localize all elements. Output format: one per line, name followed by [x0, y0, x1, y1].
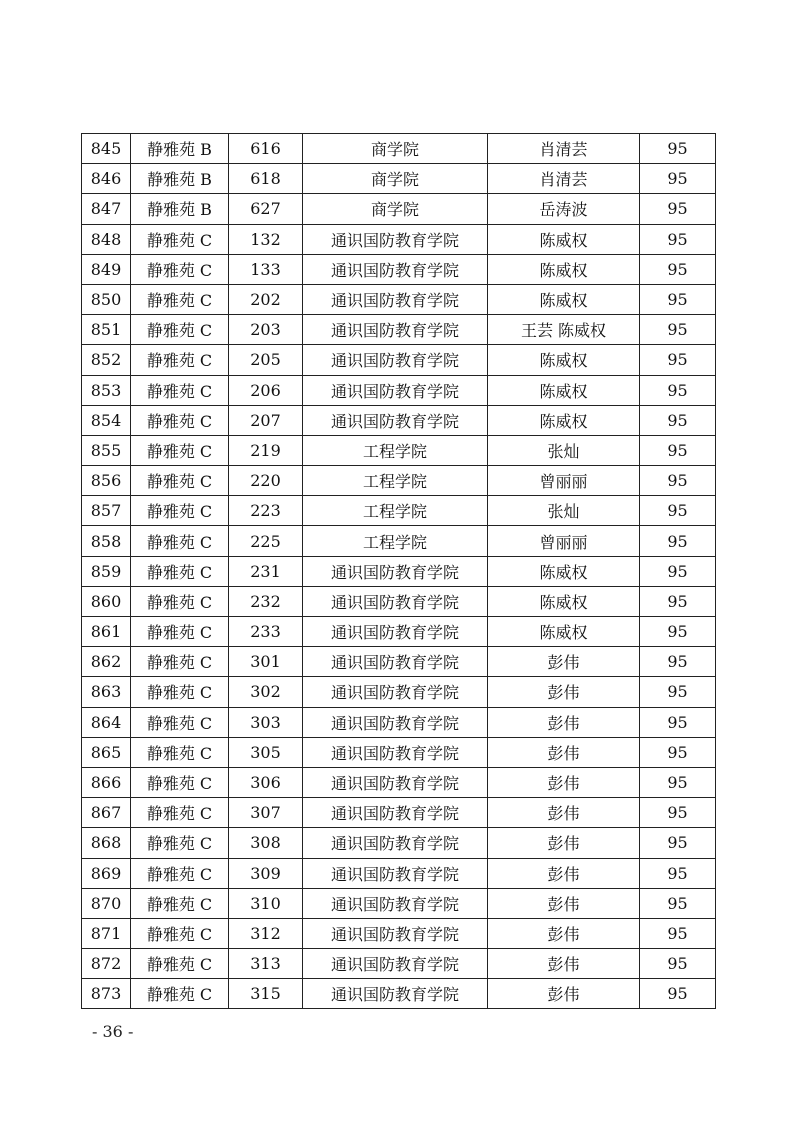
score-cell: 95	[640, 496, 716, 526]
table-row	[82, 435, 716, 465]
row-index-cell: 846	[82, 164, 131, 194]
table-row	[82, 677, 716, 707]
row-index-cell: 848	[82, 224, 131, 254]
page-number: - 36 -	[92, 1022, 134, 1041]
building-cell: 静雅苑 C	[131, 556, 229, 586]
counselor-cell: 彭伟	[488, 798, 640, 828]
table-row	[82, 647, 716, 677]
building-cell: 静雅苑 C	[131, 949, 229, 979]
room-cell: 205	[229, 345, 303, 375]
counselor-cell: 彭伟	[488, 918, 640, 948]
building-cell: 静雅苑 C	[131, 345, 229, 375]
table-row	[82, 315, 716, 345]
counselor-cell: 张灿	[488, 435, 640, 465]
room-cell: 627	[229, 194, 303, 224]
building-cell: 静雅苑 C	[131, 647, 229, 677]
row-index-cell: 863	[82, 677, 131, 707]
room-cell: 309	[229, 858, 303, 888]
counselor-cell: 陈威权	[488, 556, 640, 586]
score-cell: 95	[640, 254, 716, 284]
counselor-cell: 彭伟	[488, 737, 640, 767]
counselor-cell: 曾丽丽	[488, 526, 640, 556]
score-cell: 95	[640, 767, 716, 797]
counselor-cell: 陈威权	[488, 345, 640, 375]
score-cell: 95	[640, 918, 716, 948]
room-cell: 233	[229, 617, 303, 647]
row-index-cell: 860	[82, 586, 131, 616]
counselor-cell: 曾丽丽	[488, 466, 640, 496]
college-cell: 通识国防教育学院	[303, 707, 488, 737]
row-index-cell: 873	[82, 979, 131, 1009]
college-cell: 商学院	[303, 164, 488, 194]
room-cell: 133	[229, 254, 303, 284]
table-row	[82, 194, 716, 224]
table-row	[82, 888, 716, 918]
table-row	[82, 828, 716, 858]
college-cell: 通识国防教育学院	[303, 586, 488, 616]
row-index-cell: 853	[82, 375, 131, 405]
row-index-cell: 852	[82, 345, 131, 375]
college-cell: 通识国防教育学院	[303, 767, 488, 797]
room-cell: 207	[229, 405, 303, 435]
table-row	[82, 949, 716, 979]
score-cell: 95	[640, 858, 716, 888]
table-row	[82, 556, 716, 586]
score-cell: 95	[640, 284, 716, 314]
college-cell: 通识国防教育学院	[303, 949, 488, 979]
room-cell: 306	[229, 767, 303, 797]
counselor-cell: 张灿	[488, 496, 640, 526]
room-cell: 307	[229, 798, 303, 828]
table-row	[82, 858, 716, 888]
table-row	[82, 375, 716, 405]
counselor-cell: 彭伟	[488, 828, 640, 858]
building-cell: 静雅苑 B	[131, 134, 229, 164]
college-cell: 通识国防教育学院	[303, 405, 488, 435]
score-cell: 95	[640, 194, 716, 224]
room-cell: 305	[229, 737, 303, 767]
row-index-cell: 856	[82, 466, 131, 496]
row-index-cell: 865	[82, 737, 131, 767]
building-cell: 静雅苑 C	[131, 315, 229, 345]
row-index-cell: 851	[82, 315, 131, 345]
room-cell: 301	[229, 647, 303, 677]
table-row	[82, 979, 716, 1009]
score-cell: 95	[640, 405, 716, 435]
room-cell: 231	[229, 556, 303, 586]
building-cell: 静雅苑 C	[131, 888, 229, 918]
room-cell: 203	[229, 315, 303, 345]
counselor-cell: 彭伟	[488, 888, 640, 918]
college-cell: 工程学院	[303, 435, 488, 465]
counselor-cell: 彭伟	[488, 767, 640, 797]
room-cell: 313	[229, 949, 303, 979]
building-cell: 静雅苑 C	[131, 526, 229, 556]
college-cell: 通识国防教育学院	[303, 375, 488, 405]
room-cell: 302	[229, 677, 303, 707]
records-table-body	[82, 134, 716, 1009]
table-row	[82, 224, 716, 254]
score-cell: 95	[640, 466, 716, 496]
score-cell: 95	[640, 737, 716, 767]
building-cell: 静雅苑 C	[131, 586, 229, 616]
row-index-cell: 858	[82, 526, 131, 556]
counselor-cell: 彭伟	[488, 858, 640, 888]
college-cell: 通识国防教育学院	[303, 556, 488, 586]
score-cell: 95	[640, 526, 716, 556]
building-cell: 静雅苑 C	[131, 918, 229, 948]
room-cell: 232	[229, 586, 303, 616]
score-cell: 95	[640, 647, 716, 677]
score-cell: 95	[640, 798, 716, 828]
row-index-cell: 849	[82, 254, 131, 284]
table-row	[82, 586, 716, 616]
counselor-cell: 彭伟	[488, 647, 640, 677]
row-index-cell: 859	[82, 556, 131, 586]
room-cell: 315	[229, 979, 303, 1009]
score-cell: 95	[640, 315, 716, 345]
college-cell: 工程学院	[303, 526, 488, 556]
building-cell: 静雅苑 C	[131, 375, 229, 405]
college-cell: 商学院	[303, 194, 488, 224]
building-cell: 静雅苑 C	[131, 677, 229, 707]
counselor-cell: 陈威权	[488, 284, 640, 314]
college-cell: 通识国防教育学院	[303, 345, 488, 375]
table-row	[82, 496, 716, 526]
counselor-cell: 彭伟	[488, 979, 640, 1009]
score-cell: 95	[640, 828, 716, 858]
building-cell: 静雅苑 C	[131, 254, 229, 284]
building-cell: 静雅苑 C	[131, 435, 229, 465]
score-cell: 95	[640, 134, 716, 164]
row-index-cell: 867	[82, 798, 131, 828]
row-index-cell: 871	[82, 918, 131, 948]
room-cell: 308	[229, 828, 303, 858]
building-cell: 静雅苑 C	[131, 707, 229, 737]
college-cell: 通识国防教育学院	[303, 284, 488, 314]
room-cell: 206	[229, 375, 303, 405]
building-cell: 静雅苑 C	[131, 828, 229, 858]
score-cell: 95	[640, 375, 716, 405]
building-cell: 静雅苑 C	[131, 224, 229, 254]
room-cell: 616	[229, 134, 303, 164]
table-row	[82, 526, 716, 556]
room-cell: 132	[229, 224, 303, 254]
counselor-cell: 肖清芸	[488, 134, 640, 164]
counselor-cell: 肖清芸	[488, 164, 640, 194]
college-cell: 通识国防教育学院	[303, 617, 488, 647]
table-row	[82, 798, 716, 828]
counselor-cell: 陈威权	[488, 405, 640, 435]
score-cell: 95	[640, 435, 716, 465]
row-index-cell: 845	[82, 134, 131, 164]
row-index-cell: 857	[82, 496, 131, 526]
college-cell: 通识国防教育学院	[303, 828, 488, 858]
row-index-cell: 855	[82, 435, 131, 465]
building-cell: 静雅苑 C	[131, 617, 229, 647]
counselor-cell: 彭伟	[488, 677, 640, 707]
table-row	[82, 737, 716, 767]
table-row	[82, 284, 716, 314]
college-cell: 通识国防教育学院	[303, 918, 488, 948]
college-cell: 通识国防教育学院	[303, 888, 488, 918]
score-cell: 95	[640, 345, 716, 375]
counselor-cell: 陈威权	[488, 617, 640, 647]
room-cell: 618	[229, 164, 303, 194]
college-cell: 通识国防教育学院	[303, 647, 488, 677]
college-cell: 通识国防教育学院	[303, 315, 488, 345]
table-row	[82, 466, 716, 496]
score-cell: 95	[640, 949, 716, 979]
table-row	[82, 405, 716, 435]
college-cell: 通识国防教育学院	[303, 858, 488, 888]
row-index-cell: 868	[82, 828, 131, 858]
college-cell: 通识国防教育学院	[303, 737, 488, 767]
building-cell: 静雅苑 B	[131, 164, 229, 194]
score-cell: 95	[640, 224, 716, 254]
counselor-cell: 岳涛波	[488, 194, 640, 224]
room-cell: 202	[229, 284, 303, 314]
counselor-cell: 王芸 陈威权	[488, 315, 640, 345]
building-cell: 静雅苑 C	[131, 284, 229, 314]
room-cell: 310	[229, 888, 303, 918]
building-cell: 静雅苑 C	[131, 496, 229, 526]
building-cell: 静雅苑 C	[131, 767, 229, 797]
row-index-cell: 870	[82, 888, 131, 918]
room-cell: 312	[229, 918, 303, 948]
row-index-cell: 847	[82, 194, 131, 224]
score-cell: 95	[640, 677, 716, 707]
row-index-cell: 854	[82, 405, 131, 435]
table-row	[82, 707, 716, 737]
records-table	[81, 133, 716, 1009]
building-cell: 静雅苑 C	[131, 798, 229, 828]
score-cell: 95	[640, 164, 716, 194]
room-cell: 223	[229, 496, 303, 526]
score-cell: 95	[640, 979, 716, 1009]
table-row	[82, 918, 716, 948]
building-cell: 静雅苑 B	[131, 194, 229, 224]
score-cell: 95	[640, 888, 716, 918]
counselor-cell: 彭伟	[488, 949, 640, 979]
score-cell: 95	[640, 586, 716, 616]
row-index-cell: 861	[82, 617, 131, 647]
building-cell: 静雅苑 C	[131, 979, 229, 1009]
counselor-cell: 陈威权	[488, 254, 640, 284]
college-cell: 通识国防教育学院	[303, 224, 488, 254]
college-cell: 通识国防教育学院	[303, 798, 488, 828]
college-cell: 通识国防教育学院	[303, 979, 488, 1009]
table-row	[82, 345, 716, 375]
college-cell: 通识国防教育学院	[303, 254, 488, 284]
building-cell: 静雅苑 C	[131, 737, 229, 767]
room-cell: 219	[229, 435, 303, 465]
college-cell: 商学院	[303, 134, 488, 164]
score-cell: 95	[640, 556, 716, 586]
table-row	[82, 134, 716, 164]
college-cell: 工程学院	[303, 466, 488, 496]
table-row	[82, 767, 716, 797]
room-cell: 303	[229, 707, 303, 737]
college-cell: 工程学院	[303, 496, 488, 526]
building-cell: 静雅苑 C	[131, 405, 229, 435]
row-index-cell: 850	[82, 284, 131, 314]
room-cell: 225	[229, 526, 303, 556]
row-index-cell: 869	[82, 858, 131, 888]
table-row	[82, 164, 716, 194]
room-cell: 220	[229, 466, 303, 496]
counselor-cell: 陈威权	[488, 375, 640, 405]
table-row	[82, 617, 716, 647]
building-cell: 静雅苑 C	[131, 858, 229, 888]
college-cell: 通识国防教育学院	[303, 677, 488, 707]
row-index-cell: 866	[82, 767, 131, 797]
row-index-cell: 864	[82, 707, 131, 737]
score-cell: 95	[640, 617, 716, 647]
table-row	[82, 254, 716, 284]
counselor-cell: 彭伟	[488, 707, 640, 737]
counselor-cell: 陈威权	[488, 224, 640, 254]
row-index-cell: 862	[82, 647, 131, 677]
counselor-cell: 陈威权	[488, 586, 640, 616]
building-cell: 静雅苑 C	[131, 466, 229, 496]
row-index-cell: 872	[82, 949, 131, 979]
score-cell: 95	[640, 707, 716, 737]
